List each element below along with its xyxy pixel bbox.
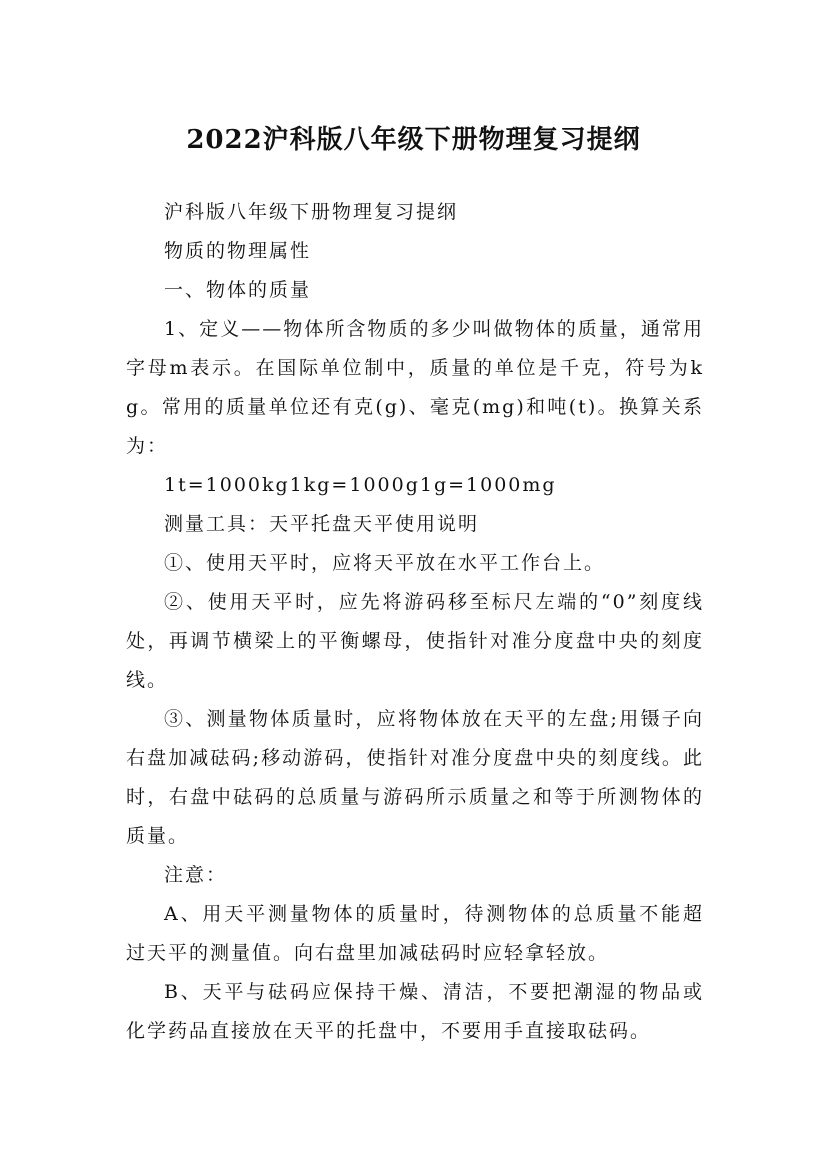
paragraph-note-heading: 注意： — [164, 864, 228, 886]
document-title: 2022沪科版八年级下册物理复习提纲 — [186, 125, 641, 156]
document-body — [126, 193, 704, 1051]
paragraph-unit-conversion: 1t=1000kg1kg=1000g1g=1000mg — [164, 474, 557, 496]
paragraph-subtitle: 沪科版八年级下册物理复习提纲 — [164, 201, 459, 223]
paragraph-step-1: ①、使用天平时，应将天平放在水平工作台上。 — [164, 552, 606, 574]
paragraph-step-2: ②、使用天平时，应先将游码移至标尺左端的“0”刻度线处，再调节横梁上的平衡螺母，使指针对准分度盘中央的刻度线。 — [126, 591, 704, 691]
paragraph-measuring-tool: 测量工具：天平托盘天平使用说明 — [164, 513, 480, 535]
paragraph-section-heading: 物质的物理属性 — [164, 240, 312, 262]
paragraph-note-b: B、天平与砝码应保持干燥、清洁，不要把潮湿的物品或化学药品直接放在天平的托盘中，不要用手直接取砝码。 — [126, 981, 704, 1042]
paragraph-step-3: ③、测量物体质量时，应将物体放在天平的左盘;用镊子向右盘加减砝码;移动游码，使指针对准分度盘中央的刻度线。此时，右盘中砝码的总质量与游码所示质量之和等于所测物体的质量。 — [126, 708, 704, 847]
paragraph-note-a: A、用天平测量物体的质量时，待测物体的总质量不能超过天平的测量值。向右盘里加减砝码时应轻拿轻放。 — [126, 903, 704, 964]
paragraph-definition: 1、定义——物体所含物质的多少叫做物体的质量，通常用字母m表示。在国际单位制中，质量的单位是千克，符号为kg。常用的质量单位还有克(g)、毫克(mg)和吨(t)。换算关系为： — [126, 318, 704, 457]
paragraph-subsection-heading: 一、物体的质量 — [164, 279, 312, 301]
